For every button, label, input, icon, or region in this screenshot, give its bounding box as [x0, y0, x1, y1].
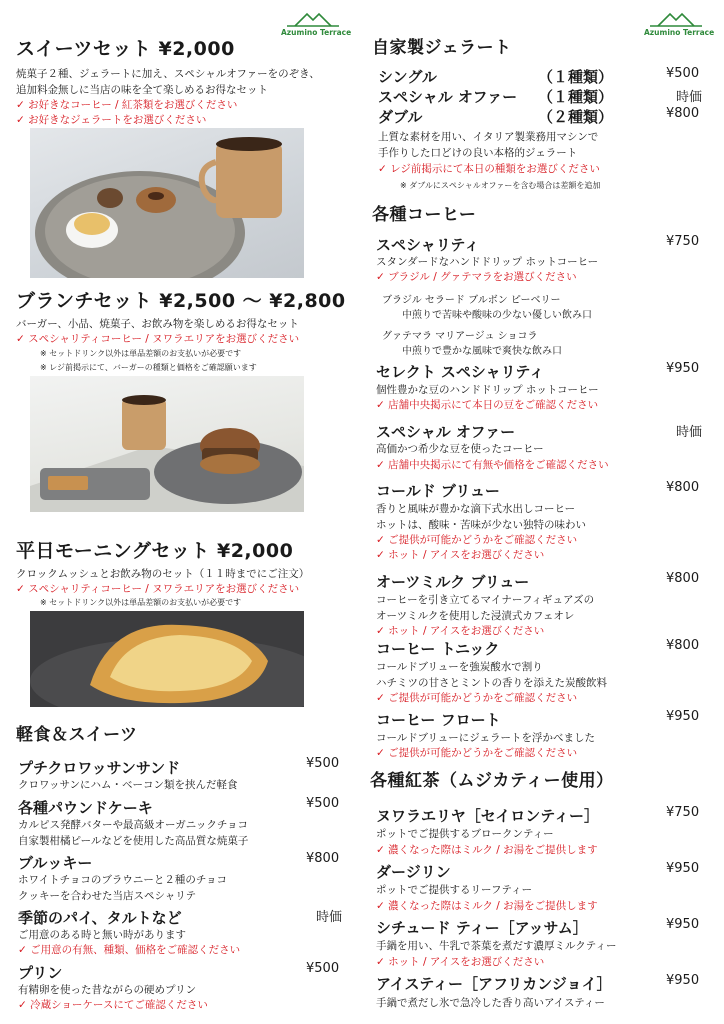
snack-item-price: ¥500: [306, 796, 340, 811]
snack-item-note: ✓ 冷蔵ショーケースにてご確認ください: [18, 999, 208, 1011]
gelato-row-name: ダブル: [378, 108, 423, 126]
logo-text: Azumino Terrace: [644, 28, 715, 37]
brunch-set-photo: [30, 376, 304, 512]
sweets-set-option-2: ✓ お好きなジェラートをお選びください: [16, 114, 207, 126]
snack-item-desc: 自家製柑橘ピールなどを使用した高品質な焼菓子: [18, 835, 249, 847]
brunch-set-title: ブランチセット ¥2,500 〜 ¥2,800: [16, 290, 346, 312]
tea-item-desc: 手鍋を用い、牛乳で茶葉を煮だす濃厚ミルクティー: [376, 940, 617, 952]
snack-item-desc: クロワッサンにハム・ベーコン類を挟んだ軽食: [18, 779, 238, 791]
snacks-heading: 軽食＆スイーツ: [16, 725, 138, 745]
coffee-item-note: ✓ ご提供が可能かどうかをご確認ください: [376, 534, 578, 546]
brunch-set-desc: バーガー、小品、焼菓子、お飲み物を楽しめるお得なセット: [16, 318, 299, 330]
snack-item-price: 時価: [316, 910, 343, 925]
tea-item-desc: ポットでご提供するブロークンティー: [376, 828, 554, 840]
gelato-row-price: ¥800: [666, 106, 700, 121]
coffee-item-note: ✓ 店舗中央掲示にて有無や価格をご確認ください: [376, 459, 609, 471]
coffee-item-desc: コールドブリューにジェラートを浮かべました: [376, 732, 596, 744]
brand-logo-right: [644, 10, 715, 40]
brunch-set-note-1: ※ セットドリンク以外は単品差額のお支払いが必要です: [40, 349, 242, 358]
snack-item-desc: カルピス発酵バターや最高級オーガニックチョコ: [18, 819, 249, 831]
sweets-set-option-1: ✓ お好きなコーヒー / 紅茶類をお選びください: [16, 99, 238, 111]
coffee-item-note: ✓ ブラジル / グァテマラをお選びください: [376, 271, 577, 283]
coffee-item-price: ¥950: [666, 709, 700, 724]
brunch-set-option: ✓ スペシャリティコーヒー / ヌワラエリアをお選びください: [16, 333, 300, 345]
coffee-item-name: スペシャリティ: [376, 236, 480, 254]
tea-item-note: ✓ 濃くなった際はミルク / お湯をご提供します: [376, 900, 598, 912]
tea-item-desc: ポットでご提供するリーフティー: [376, 884, 533, 896]
tea-item-price: ¥950: [666, 861, 700, 876]
snack-item-name: ブルッキー: [18, 854, 93, 872]
morning-set-title: 平日モーニングセット ¥2,000: [16, 540, 294, 562]
gelato-row-qty: （１種類）: [538, 68, 614, 86]
gelato-row-name: スペシャル オファー: [378, 88, 518, 106]
coffee-item-note: ✓ ホット / アイスをお選びください: [376, 549, 545, 561]
morning-set-note: ※ セットドリンク以外は単品差額のお支払いが必要です: [40, 598, 242, 607]
gelato-heading: 自家製ジェラート: [372, 38, 512, 58]
coffee-item-name: コーヒー トニック: [376, 640, 500, 658]
logo-text: Azumino Terrace: [281, 28, 352, 37]
coffee-item-name: スペシャル オファー: [376, 423, 516, 441]
gelato-row-name: シングル: [378, 68, 437, 86]
gelato-row-qty: （２種類）: [538, 108, 614, 126]
gelato-row-qty: （１種類）: [538, 88, 614, 106]
tea-item-price: ¥950: [666, 973, 700, 988]
mountain-logo-icon: [644, 10, 708, 28]
bean-name: グァテマラ マリアージュ ショコラ: [382, 331, 538, 342]
sweets-set-desc-2: 追加料金無しに当店の味を全て楽しめるお得なセット: [16, 84, 268, 96]
tea-item-note: ✓ 濃くなった際はミルク / お湯をご提供します: [376, 844, 598, 856]
coffee-item-desc: コーヒーを引き立てるマイナーフィギュアズの: [376, 594, 595, 606]
coffee-item-desc: 個性豊かな豆のハンドドリップ ホットコーヒー: [376, 384, 599, 396]
coffee-item-name: コーヒー フロート: [376, 711, 501, 729]
coffee-item-price: ¥800: [666, 638, 700, 653]
coffee-item-price: ¥800: [666, 480, 700, 495]
coffee-item-desc: コールドブリューを強炭酸水で割り: [376, 661, 543, 673]
coffee-item-desc: 香りと風味が豊かな滴下式水出しコーヒー: [376, 503, 576, 515]
coffee-item-desc: ハチミツの甘さとミントの香りを添えた炭酸飲料: [376, 677, 607, 689]
snack-item-desc: 有精卵を使った昔ながらの硬めプリン: [18, 984, 197, 996]
coffee-item-price: ¥750: [666, 234, 700, 249]
tea-item-note: ✓ ホット / アイスをお選びください: [376, 956, 545, 968]
snack-item-price: ¥800: [306, 851, 340, 866]
coffee-item-note: ✓ ご提供が可能かどうかをご確認ください: [376, 692, 578, 704]
coffee-item-price: ¥800: [666, 571, 700, 586]
tea-item-name: ヌワラエリヤ［セイロンティー］: [376, 807, 600, 825]
tea-item-name: シチュード ティー［アッサム］: [376, 919, 588, 937]
snack-item-name: プチクロワッサンサンド: [18, 759, 181, 777]
snack-item-price: ¥500: [306, 756, 340, 771]
bean-desc: 中煎りで苦味や酸味の少ない優しい飲み口: [402, 310, 592, 321]
snack-item-name: プリン: [18, 964, 63, 982]
bean-desc: 中煎りで豊かな風味で爽快な飲み口: [402, 346, 562, 357]
snack-item-note: ✓ ご用意の有無、種類、価格をご確認ください: [18, 944, 241, 956]
tea-item-price: ¥950: [666, 917, 700, 932]
gelato-note: ※ ダブルにスペシャルオファーを含む場合は差額を追加: [400, 181, 601, 190]
coffee-item-desc: ホットは、酸味・苦味が少ない独特の味わい: [376, 519, 586, 531]
brand-logo-left: [281, 10, 352, 40]
coffee-item-name: コールド ブリュー: [376, 482, 500, 500]
coffee-item-note: ✓ 店舗中央掲示にて本日の豆をご確認ください: [376, 399, 599, 411]
sweets-set-photo: [30, 128, 304, 278]
snack-item-desc: ご用意のある時と無い時があります: [18, 929, 186, 941]
coffee-item-note: ✓ ご提供が可能かどうかをご確認ください: [376, 747, 578, 759]
snack-item-desc: クッキーを合わせた当店スペシャリテ: [18, 890, 197, 902]
snack-item-desc: ホワイトチョコのブラウニーと２種のチョコ: [18, 874, 228, 886]
morning-set-option: ✓ スペシャリティコーヒー / ヌワラエリアをお選びください: [16, 583, 300, 595]
gelato-row-price: 時価: [676, 90, 703, 105]
sweets-set-desc-1: 焼菓子２種、ジェラートに加え、スペシャルオファーをのぞき、: [16, 68, 320, 80]
bean-name: ブラジル セラード ブルボン ピーベリー: [382, 295, 561, 306]
coffee-item-price: 時価: [676, 425, 703, 440]
gelato-note-red: ✓ レジ前掲示にて本日の種類をお選びください: [378, 163, 600, 175]
tea-item-name: アイスティー［アフリカンジョイ］: [376, 975, 612, 993]
gelato-desc-2: 手作りした口どけの良い本格的ジェラート: [378, 147, 578, 159]
coffee-item-name: セレクト スペシャリティ: [376, 363, 545, 381]
tea-item-price: ¥750: [666, 805, 700, 820]
morning-set-photo: [30, 611, 304, 707]
coffee-item-desc: 高価かつ希少な豆を使ったコーヒー: [376, 443, 544, 455]
brunch-set-note-2: ※ レジ前掲示にて、バーガーの種類と価格をご確認願います: [40, 363, 257, 372]
tea-item-name: ダージリン: [376, 863, 451, 881]
snack-item-price: ¥500: [306, 961, 340, 976]
snack-item-name: 各種パウンドケーキ: [18, 799, 153, 817]
tea-heading: 各種紅茶（ムジカティー使用）: [370, 771, 614, 791]
coffee-item-desc: オーツミルクを使用した浸漬式カフェオレ: [376, 610, 575, 622]
morning-set-desc: クロックムッシュとお飲み物のセット（１１時までにご注文）: [16, 568, 310, 580]
mountain-logo-icon: [281, 10, 345, 28]
tea-item-desc: 手鍋で煮だし氷で急冷した香り高いアイスティー: [376, 997, 605, 1009]
sweets-set-title: スイーツセット ¥2,000: [16, 38, 235, 60]
gelato-row-price: ¥500: [666, 66, 700, 81]
gelato-desc-1: 上質な素材を用い、イタリア製業務用マシンで: [378, 131, 599, 143]
snack-item-name: 季節のパイ、タルトなど: [18, 909, 182, 927]
coffee-item-price: ¥950: [666, 361, 700, 376]
coffee-item-name: オーツミルク ブリュー: [376, 573, 530, 591]
coffee-item-note: ✓ ホット / アイスをお選びください: [376, 625, 545, 637]
coffee-item-desc: スタンダードなハンドドリップ ホットコーヒー: [376, 256, 599, 268]
coffee-heading: 各種コーヒー: [372, 205, 477, 225]
